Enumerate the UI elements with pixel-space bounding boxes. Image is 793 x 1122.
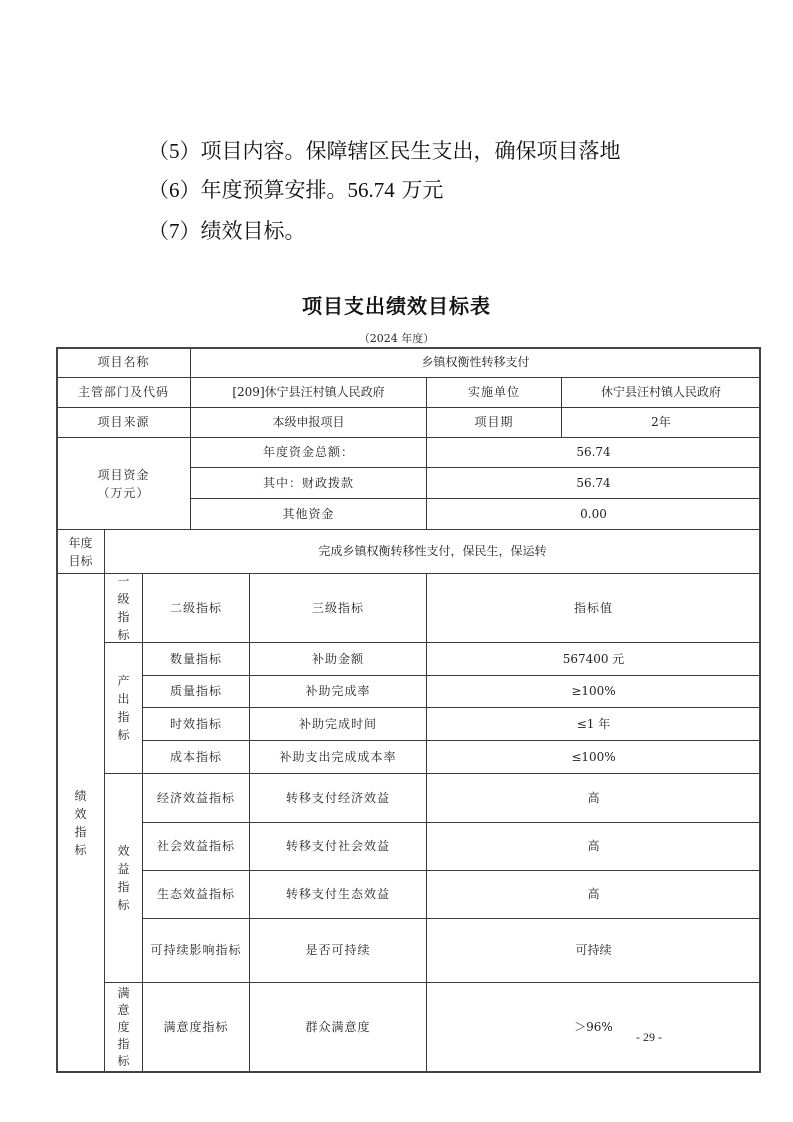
satisfaction-value: ＞96% — [574, 1020, 613, 1034]
indicator-level2: 经济效益指标 — [142, 773, 250, 823]
indicator-level2: 质量指标 — [142, 675, 250, 708]
indicator-level3: 补助金额 — [249, 642, 427, 676]
vertical-char: 一 — [117, 574, 130, 588]
vertical-char: 指 — [117, 710, 130, 724]
annual-goal-label-line1: 年度 — [68, 535, 93, 550]
dept-value: [209]休宁县汪村镇人民政府 — [190, 377, 427, 408]
funds-label-line2: （万元） — [97, 485, 150, 500]
indicator-level2: 可持续影响指标 — [142, 918, 250, 983]
indicator-level3: 群众满意度 — [249, 982, 427, 1073]
period-value: 2年 — [561, 407, 761, 438]
impl-unit-value: 休宁县汪村镇人民政府 — [561, 377, 761, 408]
budget-amount: 56.74 — [347, 178, 395, 202]
indicator-level2: 社会效益指标 — [142, 822, 250, 871]
vertical-char: 标 — [117, 728, 130, 742]
vertical-char: 效 — [117, 844, 130, 858]
source-value: 本级申报项目 — [190, 407, 427, 438]
paragraph-number: （5） — [148, 139, 201, 163]
indicator-value: 567400 元 — [426, 642, 761, 676]
vertical-char: 产 — [117, 674, 130, 688]
vertical-char: 指 — [117, 880, 130, 894]
vertical-char: 指 — [117, 610, 130, 624]
paragraph-text: 项目内容。保障辖区民生支出，确保项目落地 — [200, 139, 621, 163]
vertical-char: 效 — [74, 807, 87, 821]
fiscal-funds-label: 其中：财政拨款 — [190, 467, 427, 499]
level2-header: 二级指标 — [142, 573, 250, 643]
vertical-char: 满 — [117, 986, 130, 1000]
vertical-char: 益 — [117, 862, 130, 876]
budget-unit: 万元 — [401, 178, 444, 202]
indicator-level2: 满意度指标 — [142, 982, 250, 1073]
vertical-char: 意 — [117, 1003, 130, 1017]
indicator-level3: 转移支付生态效益 — [249, 870, 427, 919]
source-label: 项目来源 — [56, 407, 191, 438]
indicator-level2: 数量指标 — [142, 642, 250, 676]
period-label: 项目期 — [426, 407, 562, 438]
vertical-char: 出 — [117, 692, 130, 706]
fiscal-funds-value: 56.74 — [426, 467, 761, 499]
paragraph-number: （7） — [148, 219, 201, 243]
indicator-value: ≤100% — [426, 740, 761, 774]
vertical-char: 标 — [74, 843, 87, 857]
paragraph-performance-goal — [148, 216, 306, 246]
paragraph-project-content — [148, 136, 621, 166]
indicator-value: 高 — [426, 773, 761, 823]
vertical-char: 度 — [117, 1020, 130, 1034]
other-funds-label: 其他资金 — [190, 498, 427, 530]
satisfaction-indicators-label — [104, 982, 143, 1073]
total-funds-value: 56.74 — [426, 437, 761, 468]
project-name-value: 乡镇权衡性转移支付 — [190, 347, 761, 378]
vertical-char: 标 — [117, 898, 130, 912]
indicator-level3: 转移支付经济效益 — [249, 773, 427, 823]
vertical-char: 级 — [117, 592, 130, 606]
paragraph-text: 年度预算安排。 — [200, 178, 348, 202]
annual-goal-text: 完成乡镇权衡转移性支付，保民生，保运转 — [104, 529, 761, 574]
other-funds-value: 0.00 — [426, 498, 761, 530]
level1-header — [104, 573, 143, 643]
output-indicators-label — [104, 642, 143, 774]
total-funds-label: 年度资金总额： — [190, 437, 427, 468]
indicator-value: 可持续 — [426, 918, 761, 983]
annual-goal-label-line2: 目标 — [68, 553, 93, 568]
vertical-char: 绩 — [74, 789, 87, 803]
vertical-char: 指 — [117, 1037, 130, 1051]
indicator-value: ≤1 年 — [426, 707, 761, 741]
indicator-level3: 补助完成时间 — [249, 707, 427, 741]
paragraph-number: （6） — [148, 178, 201, 202]
indicator-value: 高 — [426, 870, 761, 919]
performance-indicators-label — [56, 573, 105, 1073]
benefit-indicators-label — [104, 773, 143, 983]
table-subtitle: （2024 年度） — [358, 332, 435, 345]
page-number: - 29 - — [636, 1030, 662, 1044]
funds-label — [56, 437, 191, 530]
indicator-value — [426, 982, 761, 1073]
indicator-value: 高 — [426, 822, 761, 871]
paragraph-annual-budget — [148, 175, 443, 205]
indicator-level2: 时效指标 — [142, 707, 250, 741]
impl-unit-label: 实施单位 — [426, 377, 562, 408]
level3-header: 三级指标 — [249, 573, 427, 643]
table-title: 项目支出绩效目标表 — [302, 294, 491, 318]
dept-label: 主管部门及代码 — [56, 377, 191, 408]
project-name-label: 项目名称 — [56, 347, 191, 378]
value-header: 指标值 — [426, 573, 761, 643]
indicator-level3: 补助完成率 — [249, 675, 427, 708]
annual-goal-label — [56, 529, 105, 574]
indicator-level3: 是否可持续 — [249, 918, 427, 983]
paragraph-text: 绩效目标。 — [200, 219, 306, 243]
indicator-level2: 成本指标 — [142, 740, 250, 774]
indicator-value: ≥100% — [426, 675, 761, 708]
funds-label-line1: 项目资金 — [97, 467, 150, 482]
indicator-level3: 补助支出完成成本率 — [249, 740, 427, 774]
vertical-char: 标 — [117, 628, 130, 642]
indicator-level3: 转移支付社会效益 — [249, 822, 427, 871]
vertical-char: 标 — [117, 1054, 130, 1068]
indicator-level2: 生态效益指标 — [142, 870, 250, 919]
vertical-char: 指 — [74, 825, 87, 839]
